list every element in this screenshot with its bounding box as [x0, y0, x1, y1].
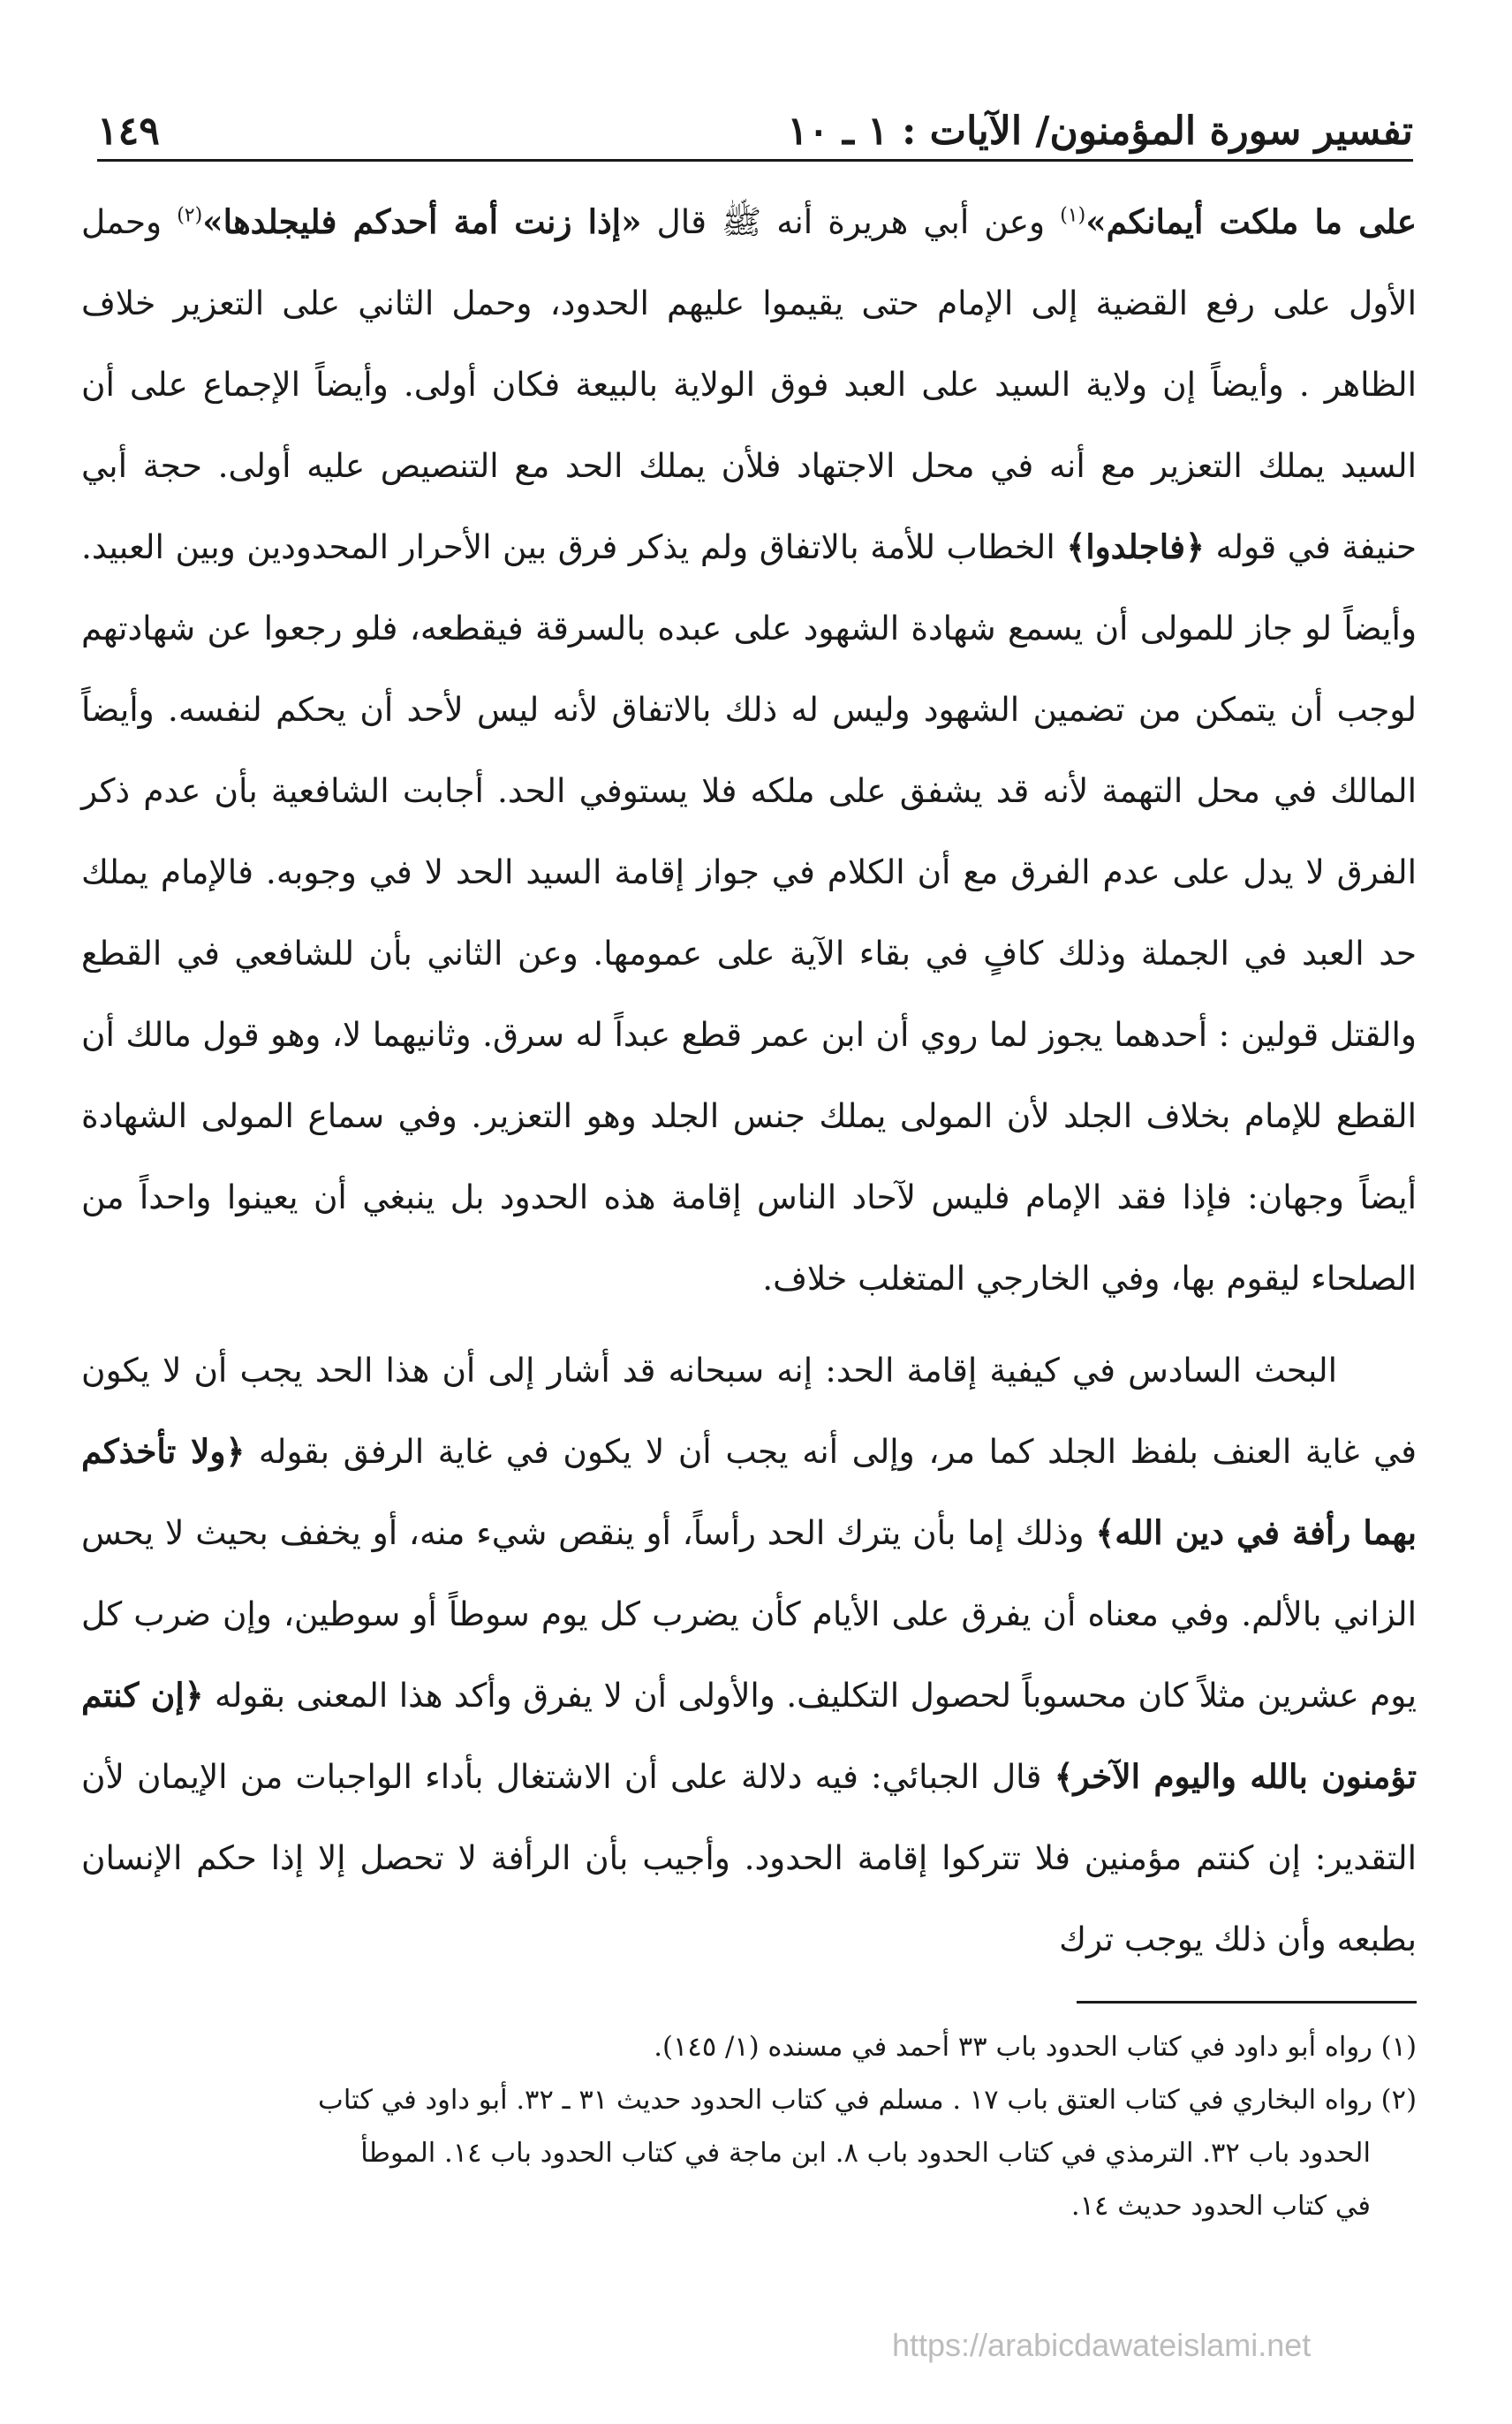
- footnote: (١) رواه أبو داود في كتاب الحدود باب ٣٣ أحمد في مسنده (١/ ١٤٥).: [654, 2032, 1417, 2063]
- footnote-continuation: الحدود باب ٣٢. الترمذي في كتاب الحدود باب ٨. ابن ماجة في كتاب الحدود باب ١٤. الموطأ: [360, 2138, 1371, 2169]
- paragraph: [81, 181, 1417, 1319]
- text-run: وحمل الأول على رفع القضية إلى الإمام حتى يقيموا عليهم الحدود، وحمل الثاني على التعزير خلاف الظاهر . وأيضاً إن ولاية السيد على العبد فوق الولاية بالبيعة فكان أولى. وأيضاً الإجماع على أن السيد يملك التعزير مع أنه في محل الاجتهاد فلأن يملك الحد مع التنصيص عليه أولى. حجة أبي حنيفة في قوله: [81, 202, 1417, 566]
- text-run: البحث السادس في كيفية إقامة الحد: إنه سبحانه قد أشار إلى أن هذا الحد يجب أن لا يكون في غاية العنف بلفظ الجلد كما مر، وإلى أنه يجب أن لا يكون في غاية الرفق بقوله: [81, 1351, 1418, 1471]
- main-text: [81, 181, 1417, 1980]
- watermark: https://arabicdawateislami.net: [892, 2327, 1312, 2363]
- footnote-continuation: في كتاب الحدود حديث ١٤.: [1070, 2191, 1371, 2222]
- footnote-ref: (١): [1060, 204, 1086, 227]
- quran-quote: ﴿إن كنتم تؤمنون بالله واليوم الآخر﴾: [81, 1676, 1418, 1796]
- footnote: (٢) رواه البخاري في كتاب العتق باب ١٧ . مسلم في كتاب الحدود حديث ٣١ ـ ٣٢. أبو داود في كتاب: [318, 2085, 1417, 2116]
- text-run: الخطاب للأمة بالاتفاق ولم يذكر فرق بين الأحرار المحدودين وبين العبيد. وأيضاً لو جاز للمولى أن يسمع شهادة الشهود على عبده بالسرقة فيقطعه، فلو رجعوا عن شهادتهم لوجب أن يتمكن من تضمين الشهود وليس له ذلك بالاتفاق لأنه ليس لأحد أن يحكم لنفسه. وأيضاً المالك في محل التهمة لأنه قد يشفق على ملكه فلا يستوفي الحد. أجابت الشافعية بأن عدم ذكر الفرق لا يدل على عدم الفرق مع أن الكلام في جواز إقامة السيد الحد لا في وجوبه. فالإمام يملك حد العبد في الجملة وذلك كافٍ في بقاء الآية على عمومها. وعن الثاني بأن للشافعي في القطع والقتل قولين : أحدهما يجوز لما روي أن ابن عمر قطع عبداً له سرق. وثانيهما لا، وهو قول مالك أن القطع للإمام بخلاف الجلد لأن المولى يملك جنس الجلد وهو التعزير. وفي سماع المولى الشهادة أيضاً وجهان: فإذا فقد الإمام فليس لآحاد الناس إقامة هذه الحدود بل ينبغي أن يعينوا واحداً من الصلحاء ليقوم بها، وفي الخارجي المتغلب خلاف.: [81, 527, 1417, 1298]
- hadith-quote: على ما ملكت أيمانكم»: [1085, 202, 1417, 241]
- footnote-ref: (٢): [177, 204, 203, 227]
- hadith-quote: «إذا زنت أمة أحدكم فليجلدها»: [202, 202, 642, 241]
- footnote-divider: [1077, 2001, 1417, 2004]
- running-title: تفسير سورة المؤمنون/ الآيات : ١ ـ ١٠: [787, 109, 1413, 154]
- quran-quote: ﴿ولا تأخذكم بهما رأفة في دين الله﴾: [81, 1432, 1417, 1552]
- text-run: وعن أبي هريرة أنه ﷺ قال: [641, 202, 1061, 241]
- text-run: قال الجبائي: فيه دلالة على أن الاشتغال بأداء الواجبات من الإيمان لأن التقدير: إن كنتم مؤمنين فلا تتركوا إقامة الحدود. وأجيب بأن الرأفة لا تحصل إلا إذا حكم الإنسان بطبعه وأن ذلك يوجب ترك: [81, 1757, 1417, 1958]
- quran-quote: ﴿فاجلدوا﴾: [1066, 527, 1205, 566]
- footnotes: [81, 2023, 1417, 2235]
- paragraph: [81, 1329, 1417, 1980]
- page-header: [97, 85, 1413, 162]
- page-number: ١٤٩: [97, 109, 160, 154]
- text-run: وذلك إما بأن يترك الحد رأساً، أو ينقص شيء منه، أو يخفف بحيث لا يحس الزاني بالألم. وفي معناه أن يفرق على الأيام كأن يضرب كل يوم سوطاً أو سوطين، وإن ضرب كل يوم عشرين مثلاً كان محسوباً لحصول التكليف. والأولى أن لا يفرق وأكد هذا المعنى بقوله: [81, 1513, 1417, 1715]
